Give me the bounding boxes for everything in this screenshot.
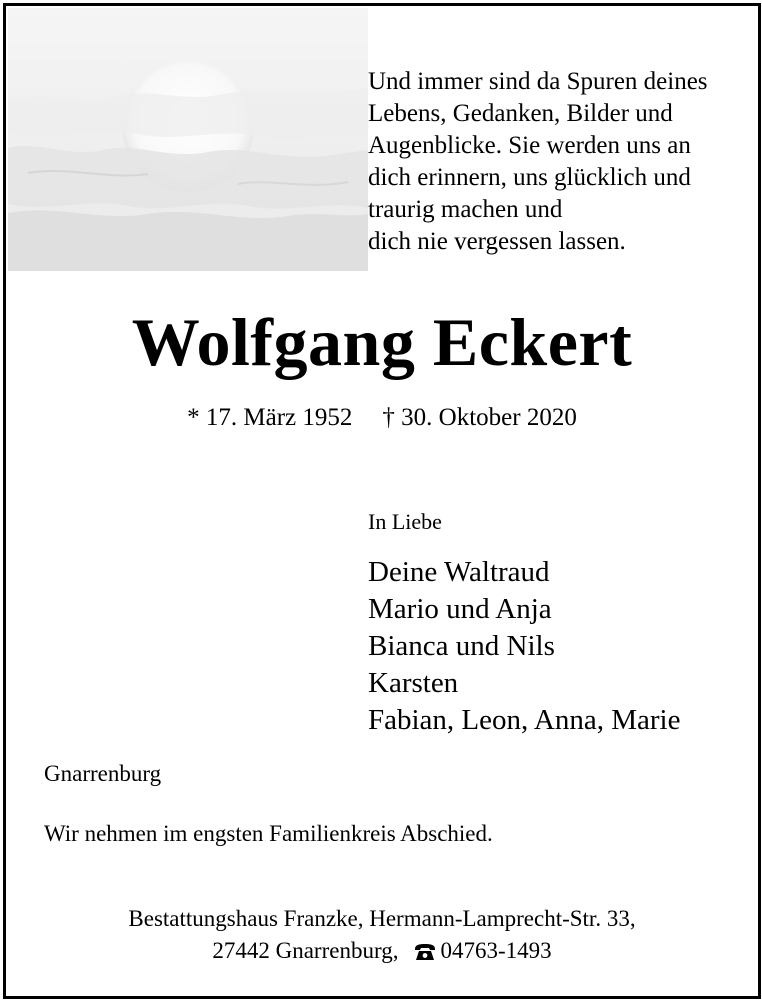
poem-line: dich erinnern, uns glücklich und xyxy=(368,164,691,191)
obituary-card xyxy=(3,3,761,999)
mourner-name: Fabian, Leon, Anna, Marie xyxy=(368,704,681,736)
poem-line: Lebens, Gedanken, Bilder und xyxy=(368,100,673,127)
moon-over-clouds-image xyxy=(8,8,368,271)
poem-verse xyxy=(368,66,748,258)
poem-line: Und immer sind da Spuren deines xyxy=(368,68,708,95)
funeral-home-info xyxy=(6,903,758,970)
mourner-name: Karsten xyxy=(368,667,459,699)
farewell-notice: Wir nehmen im engsten Familienkreis Abschied. xyxy=(44,821,493,846)
death-date: † 30. Oktober 2020 xyxy=(382,404,577,431)
birth-date: * 17. März 1952 xyxy=(187,404,353,431)
deceased-name: Wolfgang Eckert xyxy=(131,304,633,380)
mourners-intro: In Liebe xyxy=(368,509,442,534)
life-dates xyxy=(6,402,758,434)
place-name: Gnarrenburg xyxy=(44,761,162,786)
mourner-name: Deine Waltraud xyxy=(368,556,550,588)
funeral-home-phone: 04763-1493 xyxy=(440,938,552,963)
funeral-home-address: Bestattungshaus Franzke, Hermann-Lamprecht-Str. 33, xyxy=(128,906,636,931)
mourners-list xyxy=(368,554,680,739)
poem-line: Augenblicke. Sie werden uns an xyxy=(368,132,691,159)
poem-line: traurig machen und xyxy=(368,196,563,223)
funeral-home-contact xyxy=(6,935,758,970)
telephone-icon xyxy=(414,938,436,970)
poem-line: dich nie vergessen lassen. xyxy=(368,228,626,255)
mourner-name: Bianca und Nils xyxy=(368,630,555,662)
mourner-name: Mario und Anja xyxy=(368,593,552,625)
funeral-home-city: 27442 Gnarrenburg, xyxy=(212,938,399,963)
